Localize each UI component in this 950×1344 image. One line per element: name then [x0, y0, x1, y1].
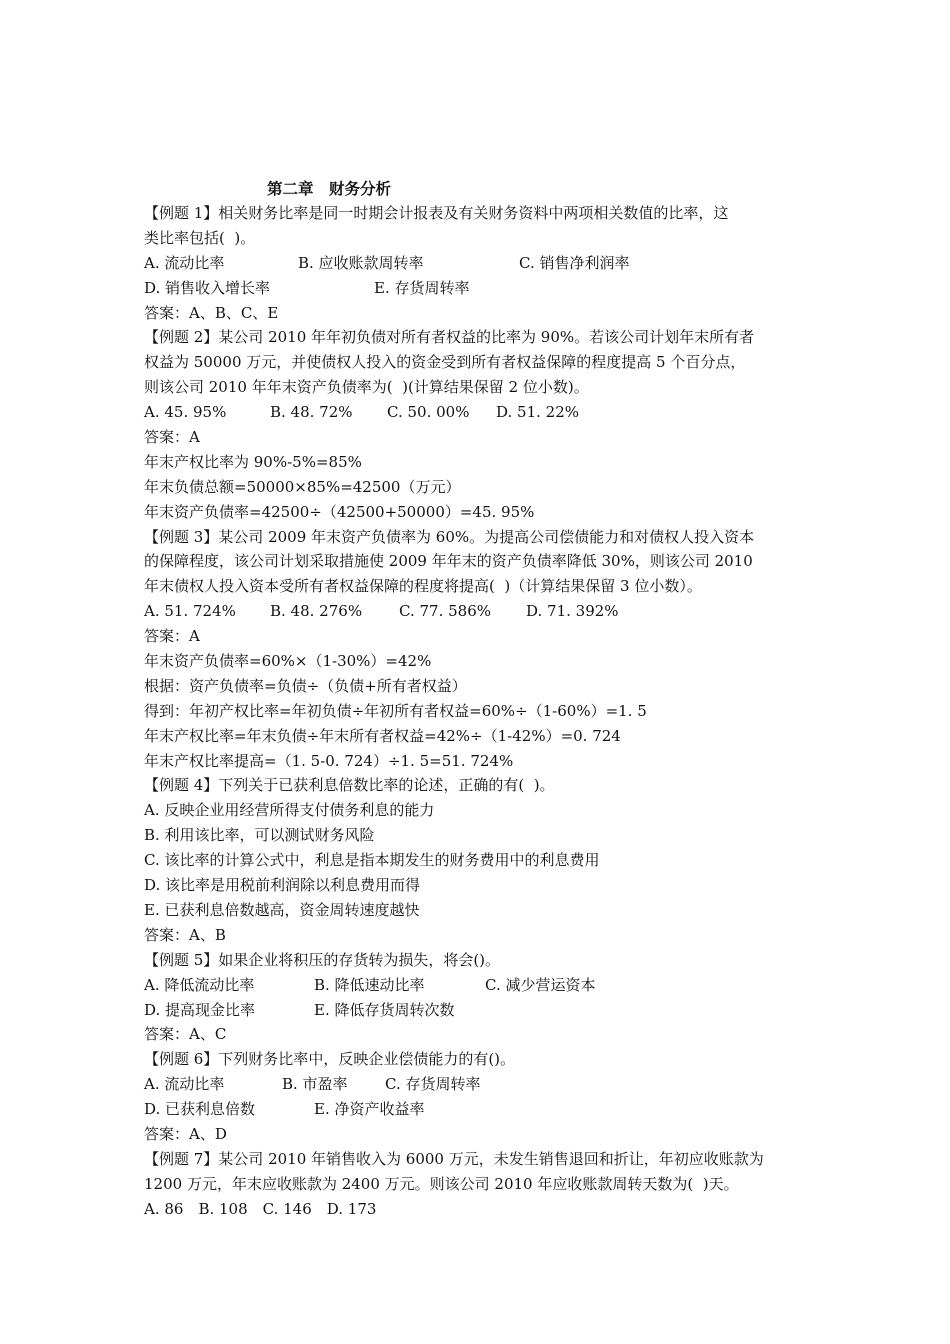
- options-row: A. 86 B. 108 C. 146 D. 173: [144, 1199, 377, 1218]
- options-row: [144, 251, 810, 276]
- question-text-line: 【例题 2】某公司 2010 年年初负债对所有者权益的比率为 90%。若该公司计划年末所有者: [144, 328, 755, 347]
- options-row: [144, 276, 810, 301]
- question-4: [144, 773, 810, 947]
- explanation-line: 年末产权比率为 90%-5%=85%: [144, 452, 362, 471]
- answer: 答案：A、C: [144, 1025, 227, 1044]
- question-text-line: 的保障程度，该公司计划采取措施使 2009 年年末的资产负债率降低 30%，则该公司 2010: [144, 552, 753, 571]
- answer: 答案：A: [144, 627, 200, 646]
- option-a: A. 降低流动比率: [144, 975, 255, 994]
- option-a: A. 流动比率: [144, 1075, 225, 1094]
- question-1: [144, 201, 810, 325]
- document-page: [144, 176, 810, 1222]
- answer: 答案：A、D: [144, 1124, 227, 1143]
- question-text-line: 【例题 4】下列关于已获利息倍数比率的论述，正确的有( )。: [144, 776, 555, 795]
- question-5: [144, 948, 810, 1048]
- question-text-line: 1200 万元，年末应收账款为 2400 万元。则该公司 2010 年应收账款周转天数为( )天。: [144, 1174, 739, 1193]
- question-6: [144, 1047, 810, 1147]
- option-d: D. 该比率是用税前利润除以利息费用而得: [144, 876, 421, 895]
- option-e: E. 降低存货周转次数: [314, 1000, 455, 1019]
- question-text-line: 【例题 5】如果企业将积压的存货转为损失，将会()。: [144, 950, 501, 969]
- question-text-line: 【例题 3】某公司 2009 年末资产负债率为 60%。为提高公司偿债能力和对债权人投入资本: [144, 527, 755, 546]
- option-d: D. 51. 22%: [496, 403, 579, 422]
- question-text-line: 类比率包括( )。: [144, 228, 256, 247]
- option-c: C. 77. 586%: [399, 602, 491, 621]
- explanation-line: 根据：资产负债率=负债÷（负债+所有者权益）: [144, 676, 467, 695]
- question-text-line: 则该公司 2010 年年末资产负债率为( )(计算结果保留 2 位小数)。: [144, 378, 589, 397]
- option-e: E. 净资产收益率: [314, 1100, 425, 1119]
- option-b: B. 48. 72%: [270, 403, 353, 422]
- explanation-line: 年末负债总额=50000×85%=42500（万元）: [144, 477, 461, 496]
- options-row: [144, 973, 810, 998]
- question-text-line: 【例题 1】相关财务比率是同一时期会计报表及有关财务资料中两项相关数值的比率，这: [144, 204, 729, 222]
- option-d: D. 71. 392%: [526, 602, 619, 621]
- question-text-line: 【例题 7】某公司 2010 年销售收入为 6000 万元，未发生销售退回和折让，年初应收账款为: [144, 1149, 764, 1168]
- option-a: A. 反映企业用经营所得支付债务利息的能力: [144, 801, 435, 820]
- options-row: [144, 998, 810, 1023]
- question-text-line: 【例题 6】下列财务比率中，反映企业偿债能力的有()。: [144, 1050, 516, 1069]
- question-3: [144, 525, 810, 774]
- explanation-line: 年末产权比率提高=（1. 5-0. 724）÷1. 5=51. 724%: [144, 751, 514, 770]
- option-b: B. 应收账款周转率: [298, 253, 424, 272]
- option-a: A. 流动比率: [144, 253, 225, 272]
- answer: 答案：A: [144, 428, 200, 447]
- chapter-title: 第二章 财务分析: [267, 179, 392, 198]
- option-e: E. 已获利息倍数越高，资金周转速度越快: [144, 900, 420, 919]
- option-e: E. 存货周转率: [374, 278, 470, 297]
- explanation-line: 年末资产负债率=60%×（1-30%）=42%: [144, 652, 432, 671]
- option-b: B. 48. 276%: [270, 602, 363, 621]
- explanation-line: 年末资产负债率=42500÷（42500+50000）=45. 95%: [144, 502, 535, 521]
- question-2: [144, 325, 810, 524]
- option-b: B. 降低速动比率: [314, 975, 425, 994]
- explanation-line: 得到：年初产权比率=年初负债÷年初所有者权益=60%÷（1-60%）=1. 5: [144, 701, 647, 720]
- option-a: A. 45. 95%: [144, 403, 227, 422]
- option-b: B. 利用该比率，可以测试财务风险: [144, 826, 375, 845]
- option-d: D. 销售收入增长率: [144, 278, 271, 297]
- question-text-line: 权益为 50000 万元，并使债权人投入的资金受到所有者权益保障的程度提高 5 个百分点，: [144, 353, 746, 372]
- options-row: [144, 400, 810, 425]
- answer: 答案：A、B: [144, 925, 226, 944]
- explanation-line: 年末产权比率=年末负债÷年末所有者权益=42%÷（1-42%）=0. 724: [144, 726, 621, 745]
- option-c: C. 销售净利润率: [519, 253, 630, 272]
- question-text-line: 年末债权人投入资本受所有者权益保障的程度将提高( )（计算结果保留 3 位小数）。: [144, 577, 702, 596]
- option-d: D. 已获利息倍数: [144, 1100, 256, 1119]
- options-row: [144, 599, 810, 624]
- option-c: C. 减少营运资本: [485, 975, 596, 994]
- option-d: D. 提高现金比率: [144, 1000, 256, 1019]
- question-7: [144, 1147, 810, 1222]
- option-c: C. 存货周转率: [385, 1075, 481, 1094]
- answer: 答案：A、B、C、E: [144, 303, 279, 322]
- option-c: C. 该比率的计算公式中，利息是指本期发生的财务费用中的利息费用: [144, 851, 600, 870]
- option-a: A. 51. 724%: [144, 602, 236, 621]
- option-c: C. 50. 00%: [387, 403, 470, 422]
- options-row: [144, 1097, 810, 1122]
- options-row: [144, 1072, 810, 1097]
- option-b: B. 市盈率: [282, 1075, 348, 1094]
